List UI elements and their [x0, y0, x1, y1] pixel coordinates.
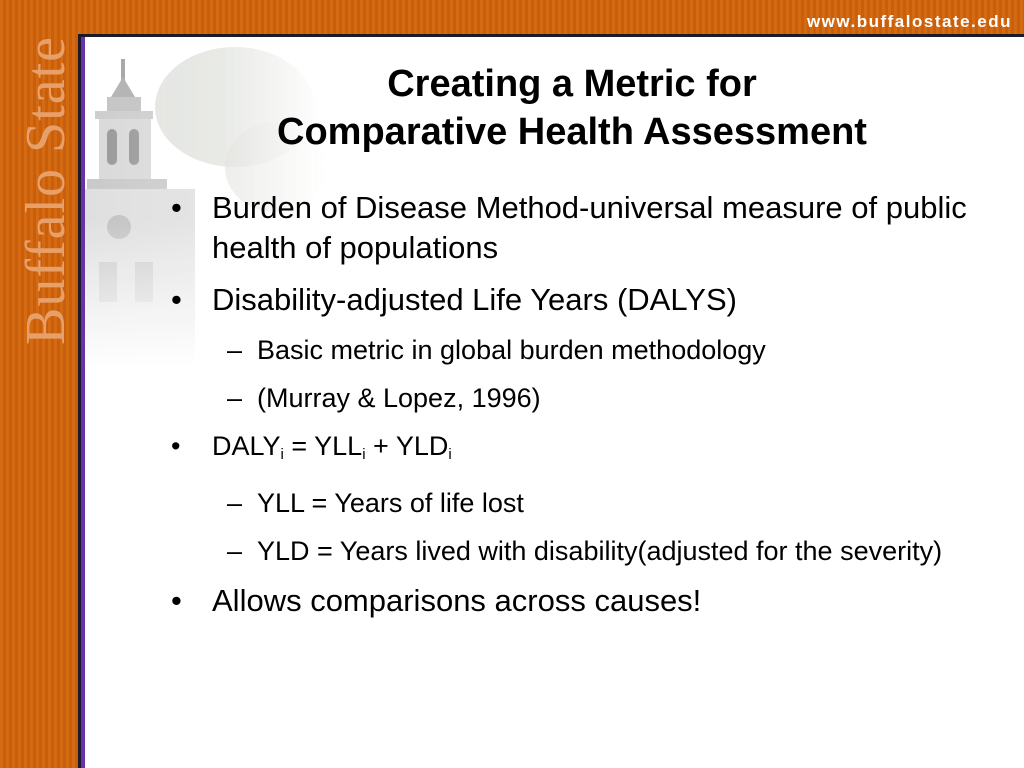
formula-subscript-3: i	[448, 446, 452, 463]
sub-bullet-citation	[165, 380, 1005, 416]
bullet-daly-formula	[165, 428, 1005, 473]
bullet-text: Allows comparisons across causes!	[212, 583, 702, 618]
formula-subscript-2: i	[362, 446, 366, 463]
title-line-2: Comparative Health Assessment	[277, 111, 867, 153]
buffalo-state-logo: Buffalo State	[15, 35, 77, 345]
bullet-dot: •	[171, 431, 181, 461]
bullet-burden-of-disease	[165, 188, 1005, 268]
slide-title	[120, 60, 1024, 156]
sub-bullet-basic-metric	[165, 332, 1005, 368]
bullet-dot: •	[171, 282, 182, 317]
sub-bullet-dash: –	[227, 488, 243, 518]
sub-bullet-dash: –	[227, 383, 243, 413]
sub-bullet-yld	[165, 533, 1005, 569]
title-line-1: Creating a Metric for	[387, 63, 757, 105]
sub-bullet-yll	[165, 485, 1005, 521]
sub-bullet-dash: –	[227, 335, 243, 365]
formula-yld: + YLD	[365, 431, 449, 461]
bullet-dalys	[165, 280, 1005, 320]
header-url: www.buffalostate.edu	[806, 12, 1012, 31]
sub-bullet-text: Basic metric in global burden methodology	[257, 335, 766, 365]
bullet-dot: •	[171, 583, 182, 618]
bullet-list	[165, 188, 1005, 633]
formula-daly: DALY	[212, 431, 281, 461]
formula-yll: = YLL	[283, 431, 363, 461]
sub-bullet-text: (Murray & Lopez, 1996)	[257, 383, 541, 413]
bullet-dot: •	[171, 190, 182, 225]
sub-bullet-text: YLD = Years lived with disability(adjusted for the severity)	[257, 536, 943, 566]
bullet-comparisons	[165, 581, 1005, 621]
sub-bullet-dash: –	[227, 536, 243, 566]
formula-subscript-1: i	[280, 446, 284, 463]
sub-bullet-text: YLL = Years of life lost	[257, 488, 524, 518]
bullet-text: Burden of Disease Method-universal measure of public health of populations	[212, 190, 967, 265]
bullet-text: Disability-adjusted Life Years (DALYS)	[212, 282, 737, 317]
